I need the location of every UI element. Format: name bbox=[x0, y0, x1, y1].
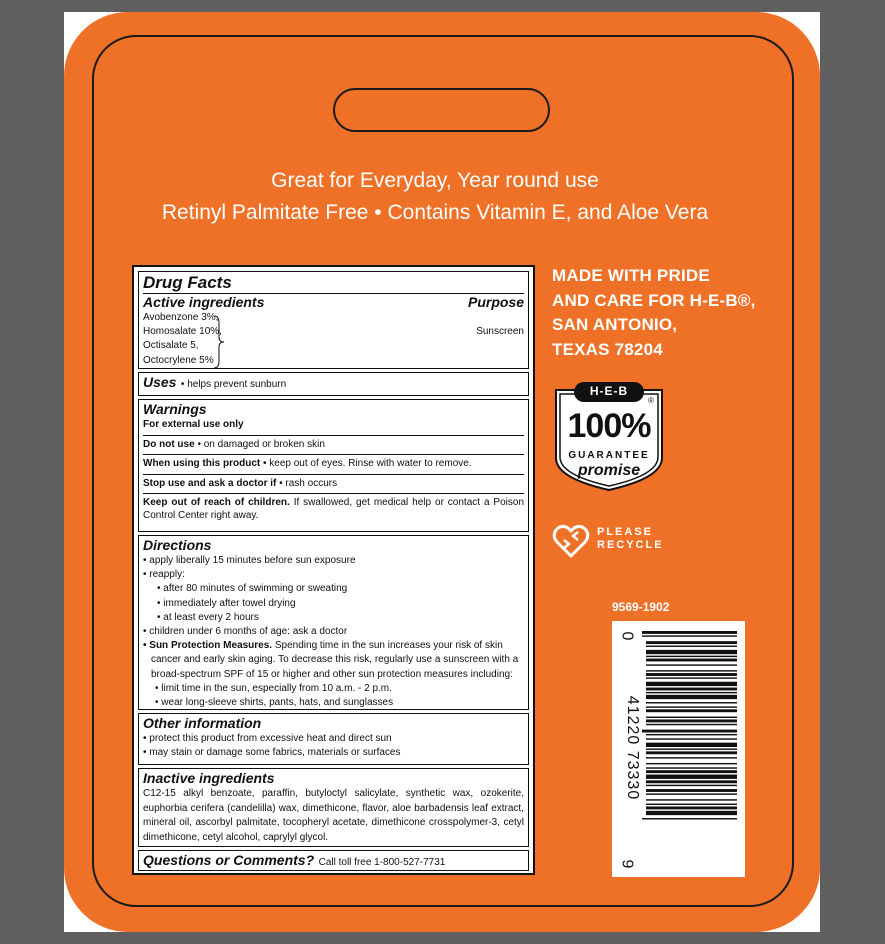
barcode-bar bbox=[642, 631, 737, 634]
recycle-line: RECYCLE bbox=[597, 539, 664, 551]
barcode-bar bbox=[642, 635, 737, 636]
sun-protection-text: Spending time in the sun increases your risk of skin cancer and early skin aging. To decrease this risk, regularly use a sunscreen with a broad-spectrum SPF of 15 or higher and other sun protection measures including: bbox=[151, 640, 519, 680]
barcode-last-digit: 9 bbox=[618, 859, 636, 869]
barcode-bar bbox=[646, 656, 737, 657]
warnings-section bbox=[138, 399, 529, 532]
recycle-line: PLEASE bbox=[597, 526, 654, 538]
barcode-bar bbox=[646, 767, 737, 768]
barcode-bar bbox=[646, 664, 737, 665]
when-using-text: • keep out of eyes. Rinse with water to remove. bbox=[263, 458, 472, 470]
made-with-pride-block bbox=[552, 264, 756, 362]
directions-heading: Directions bbox=[143, 537, 212, 553]
barcode-bar bbox=[646, 724, 737, 725]
barcode-bar bbox=[646, 763, 737, 764]
barcode-bar bbox=[646, 789, 737, 792]
do-not-use-text: • on damaged or broken skin bbox=[197, 439, 325, 451]
direction-line: • children under 6 months of age: ask a doctor bbox=[143, 626, 348, 638]
stop-use-label: Stop use and ask a doctor if bbox=[143, 477, 277, 489]
active-ingredients-heading: Active ingredients bbox=[143, 294, 265, 310]
barcode-bar bbox=[646, 751, 737, 754]
barcode-bar bbox=[646, 717, 737, 718]
barcode-first-digit: 0 bbox=[618, 631, 636, 641]
questions-heading: Questions or Comments? bbox=[143, 852, 315, 868]
barcode-bar bbox=[646, 757, 737, 758]
barcode-bar bbox=[646, 743, 737, 747]
external-use-line: For external use only bbox=[143, 419, 244, 430]
barcode bbox=[612, 621, 745, 877]
barcode-bar bbox=[646, 799, 737, 800]
barcode-bar bbox=[646, 770, 737, 773]
inactive-ingredients-heading: Inactive ingredients bbox=[143, 770, 275, 786]
barcode-bar bbox=[646, 682, 737, 686]
heb-guarantee-badge bbox=[554, 380, 664, 492]
made-with-line: TEXAS 78204 bbox=[552, 339, 663, 359]
do-not-use-label: Do not use bbox=[143, 439, 195, 451]
barcode-bar bbox=[646, 709, 737, 712]
barcode-bar bbox=[646, 780, 737, 783]
other-information-heading: Other information bbox=[143, 715, 262, 731]
barcode-bar bbox=[646, 692, 737, 693]
barcode-bar bbox=[646, 734, 737, 735]
bracket-brace bbox=[213, 315, 225, 369]
purpose-value: Sunscreen bbox=[476, 326, 524, 337]
keep-out-text: If swallowed, get medical help or contact a Poison Control Center right away. bbox=[143, 496, 525, 521]
barcode-bar bbox=[646, 650, 737, 654]
barcode-bar bbox=[646, 659, 737, 662]
recycle-heart-icon bbox=[552, 522, 590, 560]
uses-section bbox=[138, 372, 529, 396]
made-with-line: MADE WITH PRIDE bbox=[552, 266, 710, 285]
made-with-line: AND CARE FOR H-E-B®, bbox=[552, 290, 756, 310]
inactive-ingredients-text: C12-15 alkyl benzoate, paraffin, butyloctyl salicylate, synthetic wax, ozokerite, euphorbia cerifera (candelilla) wax, dimethicone, flavor, aloe barbadensis leaf extract, mineral oil, ascorbyl palmitate, tocopheryl acetate, dimethicone crosspolymer-3, cetyl dimethicone, cetyl alcohol, caprylyl glycol. bbox=[143, 788, 524, 843]
barcode-middle-digits: 41220 73330 bbox=[624, 695, 641, 801]
hang-hole bbox=[333, 88, 550, 132]
active-item: Octocrylene 5% bbox=[143, 354, 214, 366]
inactive-ingredients-section bbox=[138, 768, 529, 847]
active-item: Homosalate 10%, bbox=[143, 326, 222, 338]
questions-section bbox=[138, 850, 529, 871]
tagline-line-2: Retinyl Palmitate Free • Contains Vitamin E, and Aloe Vera bbox=[161, 201, 709, 224]
drug-facts-title: Drug Facts bbox=[143, 273, 232, 292]
sun-protection-label: • Sun Protection Measures. bbox=[143, 640, 273, 652]
active-ingredients-section bbox=[138, 271, 529, 369]
barcode-bar bbox=[642, 730, 737, 733]
uses-heading: Uses bbox=[143, 374, 177, 390]
barcode-bar bbox=[646, 806, 737, 809]
warnings-heading: Warnings bbox=[143, 401, 207, 417]
direction-line: • reapply: bbox=[143, 569, 185, 581]
heb-brand-text: H-E-B bbox=[589, 384, 629, 398]
barcode-bar bbox=[646, 641, 737, 644]
barcode-bar bbox=[646, 702, 737, 703]
made-with-line: SAN ANTONIO, bbox=[552, 315, 678, 334]
drug-facts-panel bbox=[132, 265, 535, 875]
barcode-bar bbox=[646, 677, 737, 678]
barcode-bar bbox=[642, 818, 737, 819]
active-item: Avobenzone 3%, bbox=[143, 312, 219, 323]
barcode-bar bbox=[646, 775, 737, 779]
registered-mark: ® bbox=[648, 396, 654, 405]
keep-out-label: Keep out of reach of children. bbox=[143, 496, 290, 508]
barcode-bar bbox=[646, 785, 737, 786]
barcode-bar bbox=[646, 646, 737, 647]
tagline-line-1: Great for Everyday, Year round use bbox=[271, 169, 599, 192]
when-using-label: When using this product bbox=[143, 458, 261, 470]
barcode-bar bbox=[646, 695, 737, 699]
other-information-section bbox=[138, 713, 529, 765]
item-code: 9569-1902 bbox=[612, 600, 670, 614]
active-item: Octisalate 5, bbox=[143, 340, 199, 352]
directions-section bbox=[138, 535, 529, 710]
direction-line: • limit time in the sun, especially from 10 a.m. - 2 p.m. bbox=[155, 682, 392, 694]
barcode-bar bbox=[646, 706, 737, 707]
barcode-bar bbox=[646, 793, 737, 794]
direction-line: • at least every 2 hours bbox=[157, 611, 259, 623]
promise-text: promise bbox=[577, 462, 641, 479]
barcode-digits bbox=[618, 621, 644, 877]
uses-text: • helps prevent sunburn bbox=[180, 379, 287, 390]
direction-line: • after 80 minutes of swimming or sweating bbox=[157, 583, 348, 595]
direction-line: • apply liberally 15 minutes before sun exposure bbox=[143, 555, 356, 566]
questions-text: Call toll free 1-800-527-7731 bbox=[318, 857, 446, 868]
barcode-bar bbox=[646, 670, 737, 671]
barcode-bar bbox=[646, 688, 737, 691]
purpose-heading: Purpose bbox=[467, 294, 524, 310]
direction-line: • immediately after towel drying bbox=[157, 597, 296, 609]
other-info-line: • may stain or damage some fabrics, materials or surfaces bbox=[143, 747, 401, 759]
barcode-bar bbox=[646, 804, 737, 805]
stop-use-text: • rash occurs bbox=[279, 477, 338, 489]
direction-line: • wear long-sleeve shirts, pants, hats, and sunglasses bbox=[155, 697, 394, 709]
barcode-bar bbox=[646, 748, 737, 749]
other-info-line: • protect this product from excessive heat and direct sun bbox=[143, 733, 392, 744]
guarantee-text: GUARANTEE bbox=[568, 450, 650, 461]
barcode-bar bbox=[646, 811, 737, 815]
please-recycle-text bbox=[597, 526, 664, 552]
barcode-bar bbox=[646, 738, 737, 739]
percent-text: 100% bbox=[567, 407, 651, 445]
barcode-bar bbox=[646, 673, 737, 676]
barcode-bar bbox=[646, 719, 737, 722]
